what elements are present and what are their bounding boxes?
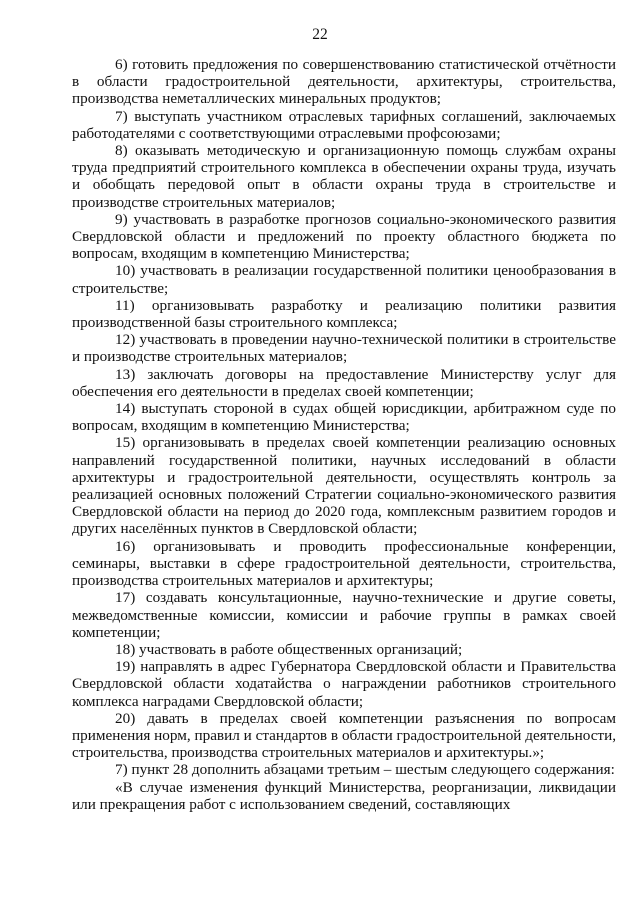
quoted-paragraph: «В случае изменения функций Министерства, реорганизации, ликвидации или прекращения работ с использованием сведений, составляющих bbox=[72, 778, 616, 813]
paragraph-item-12: 12) участвовать в проведении научно-технической политики в строительстве и производстве строительных материалов; bbox=[72, 331, 616, 366]
page-number: 22 bbox=[312, 26, 328, 43]
paragraph-item-14: 14) выступать стороной в судах общей юрисдикции, арбитражном суде по вопросам, входящим в компетенцию Министерства; bbox=[72, 400, 616, 435]
paragraph-item-7: 7) выступать участником отраслевых тарифных соглашений, заключаемых работодателями с соответствующими отраслевыми профсоюзами; bbox=[72, 107, 616, 142]
paragraph-item-20: 20) давать в пределах своей компетенции разъяснения по вопросам применения норм, правил и стандартов в области градостроительной деятельности, строительства, производства строительных материалов и архитектуры.»; bbox=[72, 709, 616, 762]
paragraph-item-8: 8) оказывать методическую и организационную помощь службам охраны труда предприятий строительного комплекса в обеспечении охраны труда, изучать и обобщать передовой опыт в области охраны труда в строительстве и производстве строительных материалов; bbox=[72, 142, 616, 211]
paragraph-item-16: 16) организовывать и проводить профессиональные конференции, семинары, выставки в сфере градостроительной деятельности, строительства, производства строительных материалов и архитектуры; bbox=[72, 537, 616, 590]
amendment-point-7: 7) пункт 28 дополнить абзацами третьим – шестым следующего содержания: bbox=[115, 761, 615, 779]
paragraph-item-11: 11) организовывать разработку и реализацию политики развития производственной базы строительного комплекса; bbox=[72, 296, 616, 332]
paragraph-item-19: 19) направлять в адрес Губернатора Свердловской области и Правительства Свердловской области ходатайства о награждении работников строительного комплекса наградами Свердловской области; bbox=[72, 658, 616, 710]
paragraph-item-18: 18) участвовать в работе общественных организаций; bbox=[115, 640, 463, 658]
paragraph-item-17: 17) создавать консультационные, научно-технические и другие советы, межведомственные комиссии, комиссии и рабочие группы в рамках своей компетенции; bbox=[72, 589, 616, 641]
paragraph-item-13: 13) заключать договоры на предоставление Министерству услуг для обеспечения его деятельности в пределах своей компетенции; bbox=[72, 365, 616, 400]
paragraph-item-15: 15) организовывать в пределах своей компетенции реализацию основных направлений государственной политики, научных исследований в области архитектуры и градостроительной деятельности, осуществлять контроль за реализацией основных положений Стратегии социально-экономического развития Свердловской области на период до 2020 года, комплексным развитием городов и других населённых пунктов в Свердловской области; bbox=[72, 434, 616, 538]
paragraph-item-9: 9) участвовать в разработке прогнозов социально-экономического развития Свердловской области и предложений по проекту областного бюджета по вопросам, входящим в компетенцию Министерства; bbox=[72, 210, 616, 263]
paragraph-item-10: 10) участвовать в реализации государственной политики ценообразования в строительстве; bbox=[72, 262, 616, 297]
paragraph-item-6: 6) готовить предложения по совершенствованию статистической отчётности в области градостроительной деятельности, архитектуры, строительства, производства неметаллических минеральных продуктов; bbox=[72, 56, 616, 108]
document-body bbox=[72, 56, 616, 813]
